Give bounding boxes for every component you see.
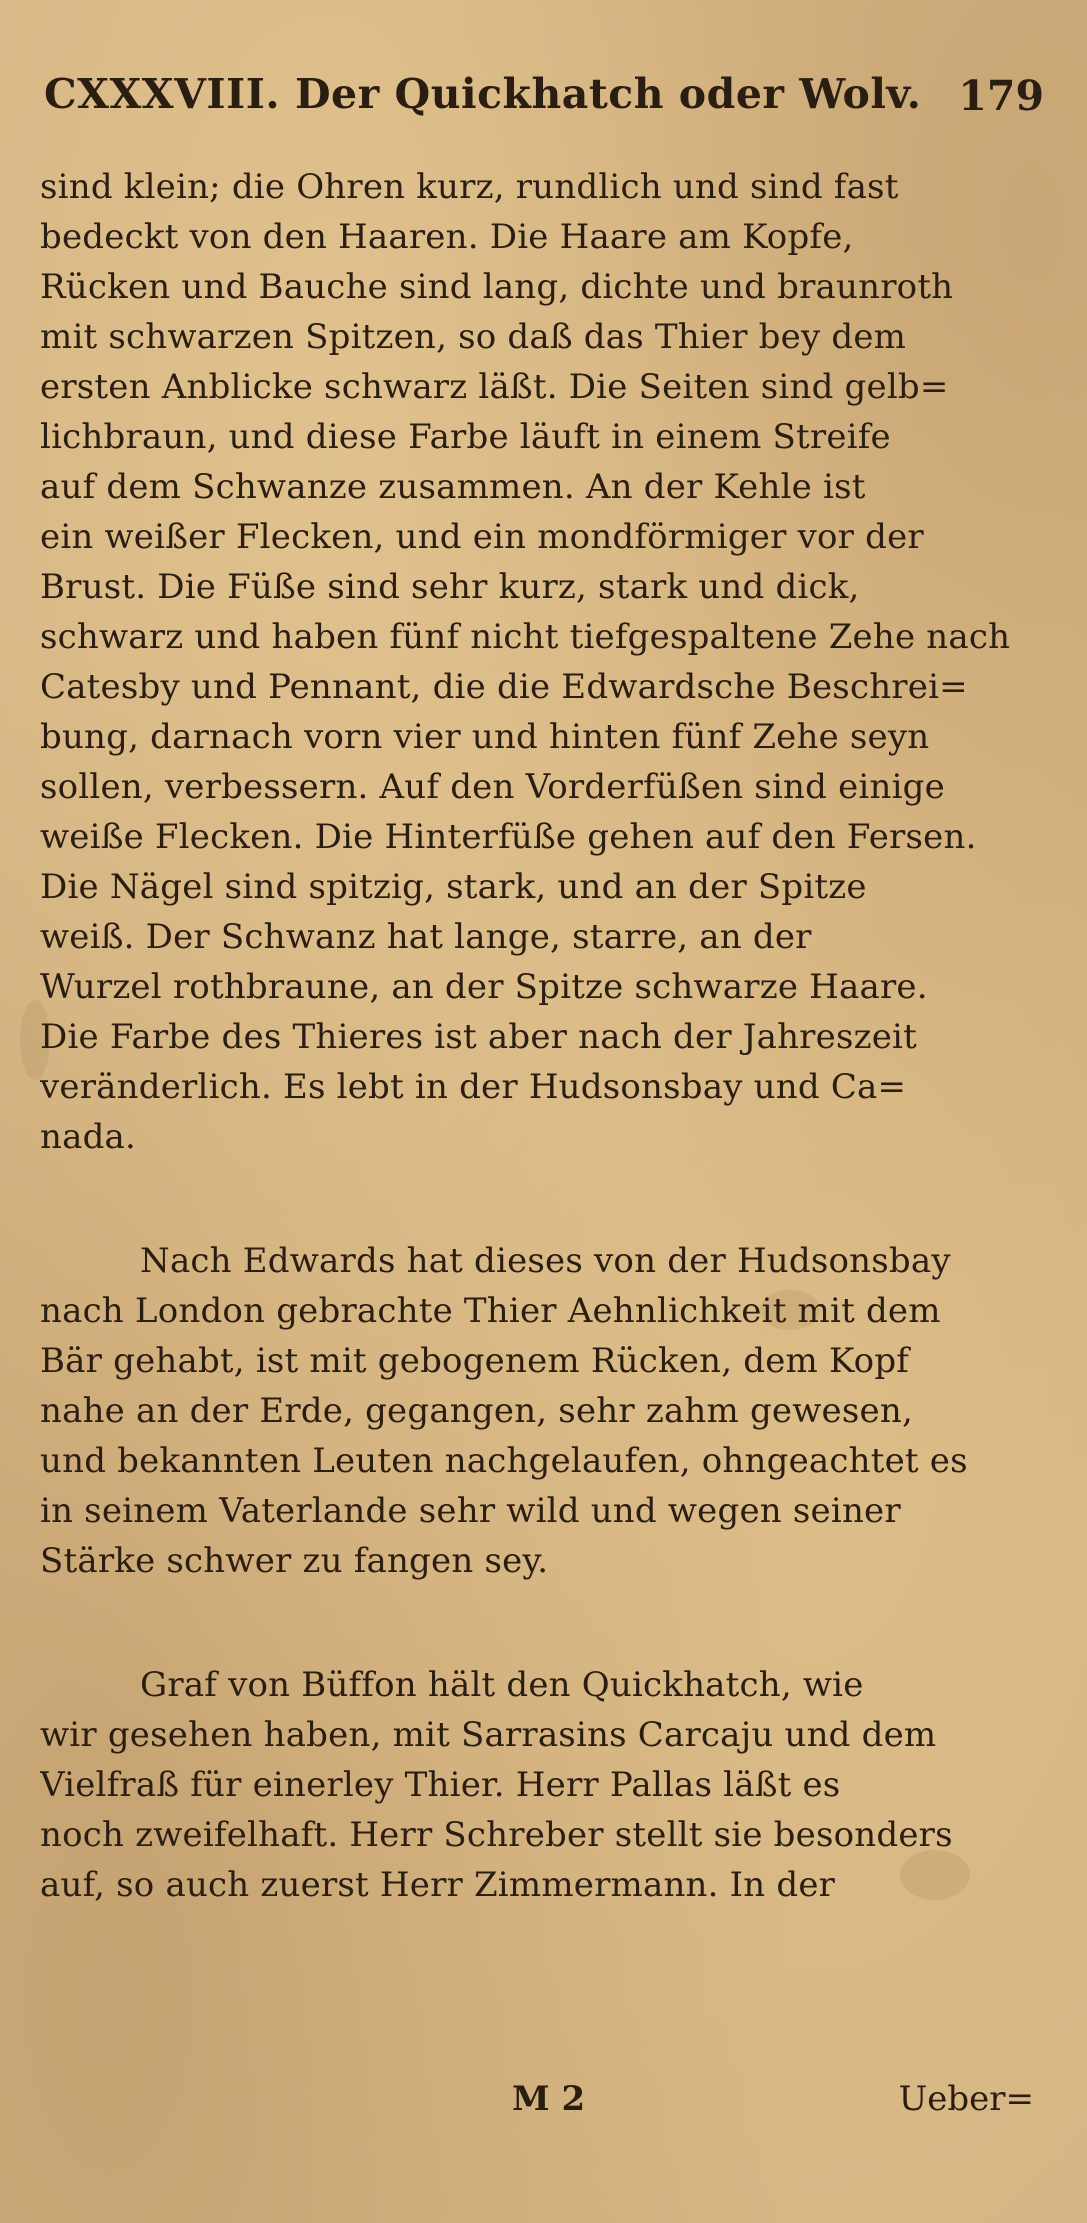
text-line: Catesby und Pennant, die die Edwardsche Beschrei= [40, 667, 968, 707]
text-line: veränderlich. Es lebt in der Hudsonsbay und Ca= [40, 1067, 907, 1107]
text-line: Die Nägel sind spitzig, stark, und an der Spitze [40, 867, 867, 907]
text-line: weiß. Der Schwanz hat lange, starre, an der [40, 917, 812, 957]
page-footer [40, 2074, 1040, 2124]
text-line: Wurzel rothbraune, an der Spitze schwarze Haare. [40, 967, 928, 1007]
text-line: nahe an der Erde, gegangen, sehr zahm gewesen, [40, 1391, 913, 1431]
text-line: Graf von Büffon hält den Quickhatch, wie [140, 1665, 864, 1705]
catchword: Ueber= [898, 2079, 1034, 2119]
text-line: nada. [40, 1117, 137, 1157]
text-line: Rücken und Bauche sind lang, dichte und braunroth [40, 267, 954, 307]
text-line: Bär gehabt, ist mit gebogenem Rücken, dem Kopf [40, 1341, 910, 1381]
text-line: lichbraun, und diese Farbe läuft in einem Streife [40, 417, 891, 457]
text-line: nach London gebrachte Thier Aehnlichkeit mit dem [40, 1291, 941, 1331]
page-number: 179 [958, 72, 1044, 120]
paragraph-1 [40, 162, 1040, 1162]
text-line: sind klein; die Ohren kurz, rundlich und sind fast [40, 167, 899, 207]
paragraph-3 [40, 1660, 1040, 1910]
text-line: auf dem Schwanze zusammen. An der Kehle ist [40, 467, 866, 507]
text-line: auf, so auch zuerst Herr Zimmermann. In der [40, 1865, 836, 1905]
text-line: Stärke schwer zu fangen sey. [40, 1541, 549, 1581]
text-line: sollen, verbessern. Auf den Vorderfüßen sind einige [40, 767, 945, 807]
text-line: schwarz und haben fünf nicht tiefgespaltene Zehe nach [40, 617, 1011, 657]
page-body [40, 162, 1040, 1910]
text-line: Die Farbe des Thieres ist aber nach der Jahreszeit [40, 1017, 917, 1057]
paragraph-gap [40, 1586, 1040, 1660]
text-line: und bekannten Leuten nachgelaufen, ohngeachtet es [40, 1441, 968, 1481]
text-line: bedeckt von den Haaren. Die Haare am Kopfe, [40, 217, 854, 257]
text-line: noch zweifelhaft. Herr Schreber stellt sie besonders [40, 1815, 953, 1855]
paragraph-gap [40, 1162, 1040, 1236]
text-line: Nach Edwards hat dieses von der Hudsonsbay [140, 1241, 951, 1281]
text-line: ein weißer Flecken, und ein mondförmiger vor der [40, 517, 924, 557]
paragraph-2 [40, 1236, 1040, 1586]
text-line: in seinem Vaterlande sehr wild und wegen seiner [40, 1491, 901, 1531]
text-line: bung, darnach vorn vier und hinten fünf Zehe seyn [40, 717, 930, 757]
text-line: mit schwarzen Spitzen, so daß das Thier bey dem [40, 317, 907, 357]
text-line: ersten Anblicke schwarz läßt. Die Seiten sind gelb= [40, 367, 949, 407]
chapter-title: CXXXVIII. Der Quickhatch oder Wolv. [44, 70, 922, 118]
text-line: weiße Flecken. Die Hinterfüße gehen auf den Fersen. [40, 817, 977, 857]
running-header [44, 70, 1044, 140]
text-line: Brust. Die Füße sind sehr kurz, stark und dick, [40, 567, 860, 607]
text-line: Vielfraß für einerley Thier. Herr Pallas läßt es [40, 1765, 841, 1805]
text-line: wir gesehen haben, mit Sarrasins Carcaju und dem [40, 1715, 937, 1755]
signature-mark: M 2 [512, 2079, 586, 2119]
